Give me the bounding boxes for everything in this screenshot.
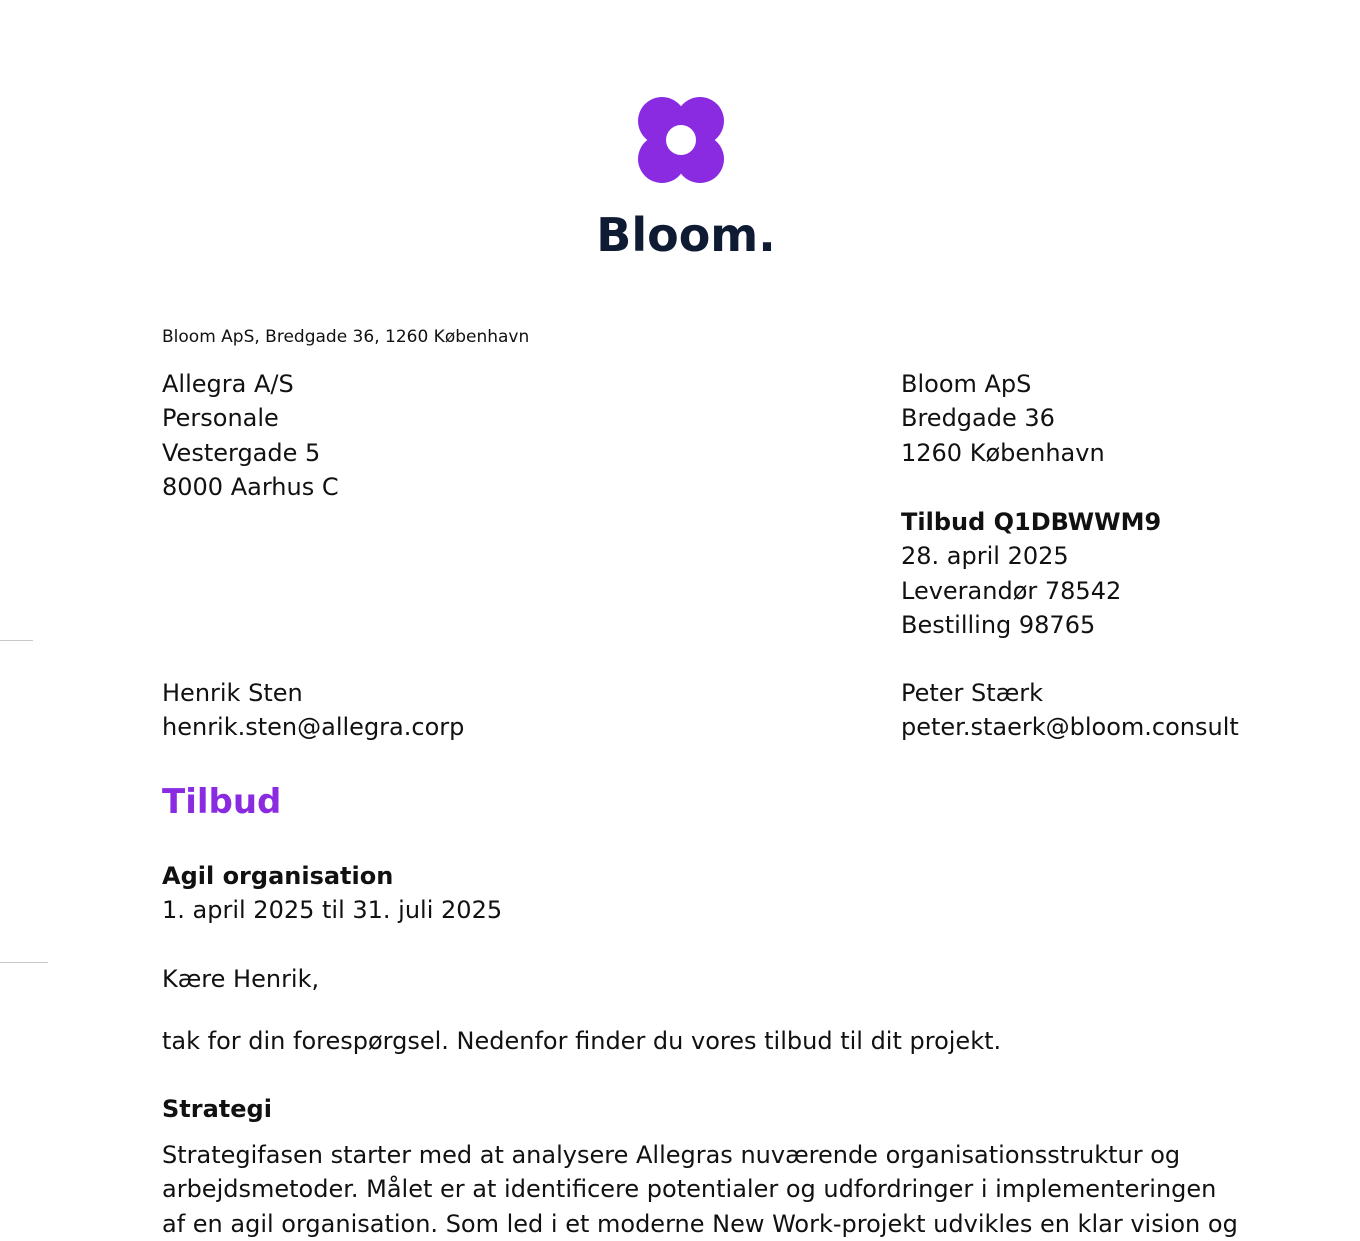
sender-return-address: Bloom ApS, Bredgade 36, 1260 København (162, 327, 530, 347)
recipient-company: Allegra A/S (162, 370, 294, 398)
project-name: Agil organisation (162, 862, 394, 890)
recipient-street: Vestergade 5 (162, 438, 321, 467)
supplier-number: Leverandør 78542 (901, 576, 1122, 605)
section-heading-strategy: Strategi (162, 1095, 272, 1123)
paragraph-line: af en agil organisation. Som led i et moderne New Work-projekt udvikles en klar vision og (162, 1209, 1238, 1238)
recipient-address (162, 367, 339, 504)
offer-date: 28. april 2025 (901, 542, 1069, 571)
paragraph-line: Strategifasen starter med at analysere Allegras nuværende organisationsstruktur og (162, 1141, 1181, 1169)
strategy-paragraph (162, 1138, 1238, 1241)
recipient-department: Personale (162, 404, 279, 433)
sender-contact (901, 676, 1239, 745)
flower-icon (638, 97, 724, 183)
recipient-contact (162, 676, 464, 745)
recipient-city: 8000 Aarhus C (162, 472, 339, 501)
recipient-contact-email: henrik.sten@allegra.corp (162, 713, 465, 742)
brand-name: Bloom. (596, 208, 776, 262)
project-info (162, 859, 502, 928)
project-period: 1. april 2025 til 31. juli 2025 (162, 896, 503, 925)
sender-contact-name: Peter Stærk (901, 679, 1044, 707)
offer-meta (901, 505, 1161, 642)
document-title: Tilbud (162, 782, 282, 822)
fold-mark-middle (0, 962, 48, 963)
paragraph-line: arbejdsmetoder. Målet er at identificere potentialer og udfordringer i implementeringen (162, 1175, 1217, 1204)
order-number: Bestilling 98765 (901, 610, 1096, 639)
intro-text: tak for din forespørgsel. Nedenfor finder du vores tilbud til dit projekt. (162, 1027, 1002, 1055)
sender-city: 1260 København (901, 438, 1105, 467)
sender-address (901, 367, 1105, 470)
greeting: Kære Henrik, (162, 965, 320, 993)
offer-number: Tilbud Q1DBWWM9 (901, 508, 1162, 536)
sender-company: Bloom ApS (901, 370, 1032, 398)
fold-mark-top (0, 640, 33, 641)
sender-street: Bredgade 36 (901, 404, 1055, 433)
recipient-contact-name: Henrik Sten (162, 679, 303, 707)
sender-contact-email: peter.staerk@bloom.consult (901, 713, 1239, 742)
